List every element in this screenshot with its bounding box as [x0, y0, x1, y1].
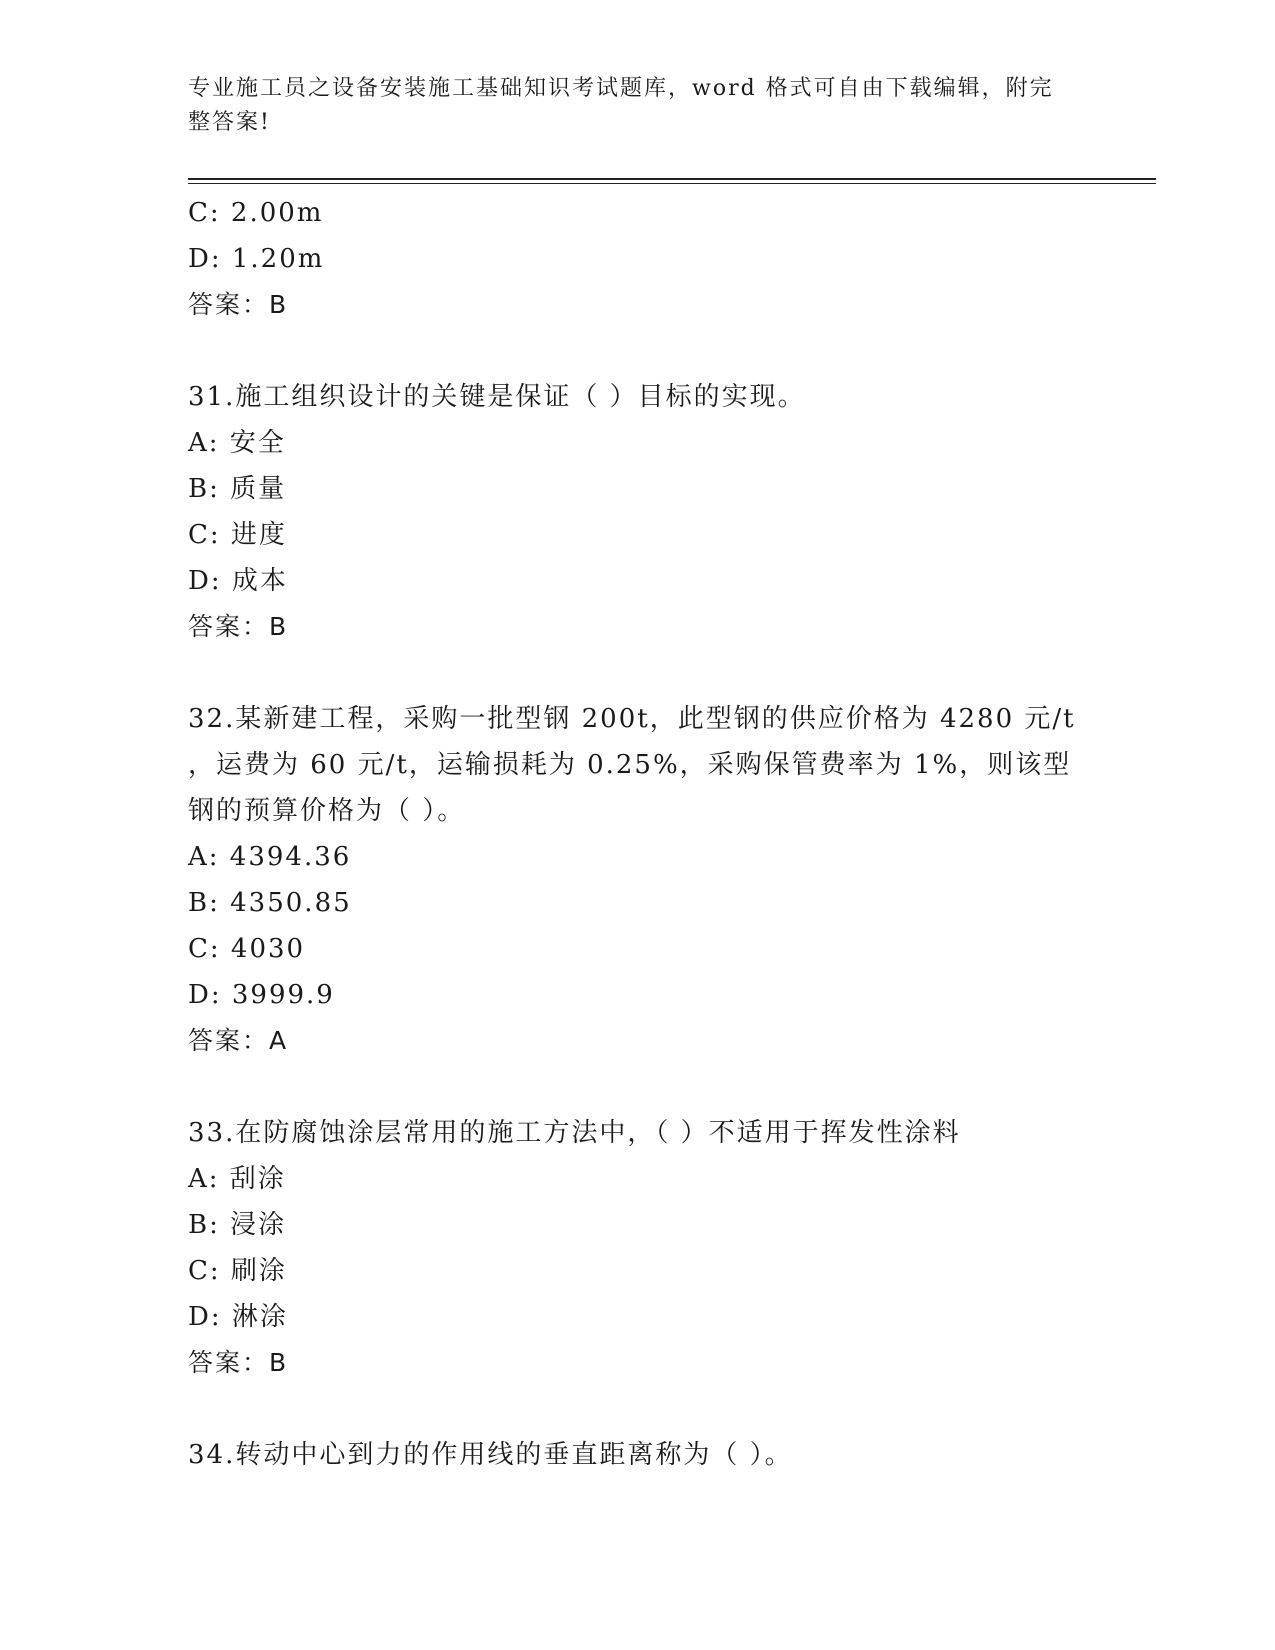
- header-rule-thin: [188, 183, 1156, 184]
- option-b: B: 4350.85: [188, 888, 352, 918]
- question-33-block: [188, 1110, 1088, 1386]
- answer-line: 答案：B: [188, 290, 289, 319]
- question-34-text: 34.转动中心到力的作用线的垂直距离称为（ ）。: [188, 1440, 793, 1470]
- question-32-text-line-3: 钢的预算价格为（ ）。: [188, 796, 466, 826]
- header-line-1: 专业施工员之设备安装施工基础知识考试题库，word 格式可自由下载编辑，附完: [188, 76, 1054, 101]
- option-a: A: 4394.36: [188, 842, 352, 872]
- question-31-text: 31.施工组织设计的关键是保证（ ）目标的实现。: [188, 382, 806, 412]
- question-32-block: [188, 696, 1088, 1064]
- option-c: C: 进度: [188, 520, 287, 550]
- option-b: B: 质量: [188, 474, 287, 504]
- header-line-2: 整答案!: [188, 110, 271, 135]
- question-31-block: [188, 374, 1088, 650]
- option-d: D: 淋涂: [188, 1302, 288, 1332]
- option-a: A: 安全: [188, 428, 286, 458]
- option-d: D: 1.20m: [188, 244, 325, 274]
- answer-line: 答案：B: [188, 612, 289, 641]
- option-a: A: 刮涂: [188, 1164, 286, 1194]
- answer-line: 答案：B: [188, 1348, 289, 1377]
- option-c: C: 刷涂: [188, 1256, 287, 1286]
- option-c: C: 4030: [188, 934, 306, 964]
- prev-question-block: [188, 190, 1088, 328]
- question-34-block: [188, 1432, 1088, 1478]
- header-rule-thick: [188, 178, 1156, 180]
- option-d: D: 成本: [188, 566, 288, 596]
- question-content: [188, 190, 1088, 1478]
- option-d: D: 3999.9: [188, 980, 335, 1010]
- question-33-text: 33.在防腐蚀涂层常用的施工方法中，（ ）不适用于挥发性涂料: [188, 1118, 961, 1148]
- answer-line: 答案：A: [188, 1026, 289, 1055]
- question-32-text-line-1: 32.某新建工程，采购一批型钢 200t，此型钢的供应价格为 4280 元/t: [188, 704, 1076, 734]
- option-c: C: 2.00m: [188, 198, 324, 228]
- option-b: B: 浸涂: [188, 1210, 287, 1240]
- document-header: [188, 72, 1068, 140]
- question-32-text-line-2: ，运费为 60 元/t，运输损耗为 0.25%，采购保管费率为 1%，则该型: [188, 750, 1072, 780]
